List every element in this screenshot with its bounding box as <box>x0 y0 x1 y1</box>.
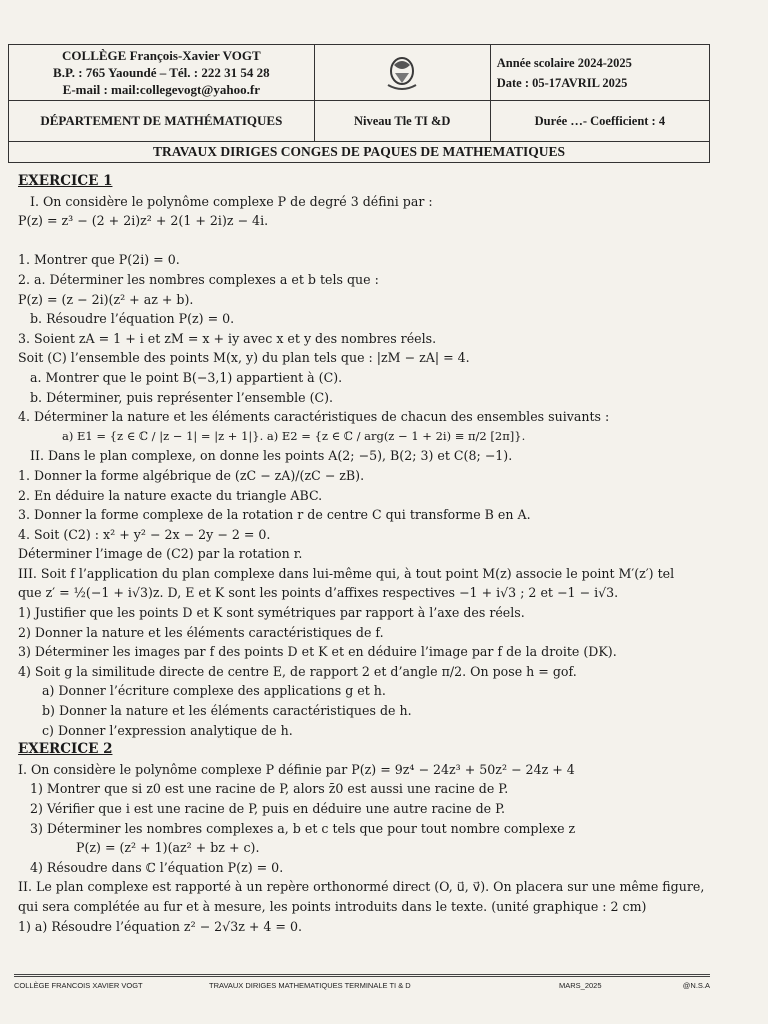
blank-line <box>18 231 708 251</box>
school-email: E-mail : mail:collegevogt@yahoo.fr <box>62 82 260 97</box>
question-line: 3) Déterminer les nombres complexes a, b et c tels que pour tout nombre complexe z <box>30 820 576 836</box>
question-line: 1) Justifier que les points D et K sont symétriques par rapport à l’axe des réels. <box>18 605 525 621</box>
school-year: Année scolaire 2024-2025 <box>496 55 632 70</box>
school-block <box>9 45 315 101</box>
question-line: II. Le plan complexe est rapporté à un repère orthonormé direct (O, u⃗, v⃗). On placera sur une même figure, <box>18 879 705 895</box>
question-line: b. Résoudre l’équation P(z) = 0. <box>30 311 235 327</box>
question-line: 4. Déterminer la nature et les éléments caractéristiques de chacun des ensembles suivants : <box>18 409 610 425</box>
crest-icon <box>380 53 424 93</box>
school-name: COLLÈGE François-Xavier VOGT <box>62 48 261 63</box>
formula-line: P(z) = (z² + 1)(az² + bz + c). <box>76 840 260 856</box>
question-line: 2) Vérifier que i est une racine de P, puis en déduire une autre racine de P. <box>30 801 506 816</box>
question-line: I. On considère le polynôme complexe P définie par P(z) = 9z⁴ − 24z³ + 50z² − 24z + 4 <box>18 761 575 777</box>
question-line: Déterminer l’image de (C2) par la rotation r. <box>18 546 303 562</box>
part-heading: II. Dans le plan complexe, on donne les points A(2; −5), B(2; 3) et C(8; −1). <box>30 448 513 464</box>
question-line: 1) a) Résoudre l’équation z² − 2√3z + 4 = 0. <box>18 918 303 934</box>
question-line: c) Donner l’expression analytique de h. <box>42 722 293 738</box>
document-title: TRAVAUX DIRIGES CONGES DE PAQUES DE MATHEMATIQUES <box>9 142 710 163</box>
question-line: Soit (C) l’ensemble des points M(x, y) du plan tels que : |zM − zA| = 4. <box>18 350 470 366</box>
question-line: 1. Montrer que P(2i) = 0. <box>18 252 180 268</box>
footer-date: MARS_2025 <box>559 981 602 990</box>
exam-date: Date : 05-17AVRIL 2025 <box>496 75 628 90</box>
duration: Durée …- Coefficient : 4 <box>490 101 709 142</box>
school-address: B.P. : 765 Yaoundé – Tél. : 222 31 54 28 <box>53 65 270 80</box>
formula-line: P(z) = (z − 2i)(z² + az + b). <box>18 291 194 307</box>
question-line: a. Montrer que le point B(−3,1) appartient à (C). <box>30 369 343 385</box>
footer-school: COLLÈGE FRANCOIS XAVIER VOGT <box>14 981 143 990</box>
formula-line: a) E1 = {z ∈ ℂ / |z − 1| = |z + 1|}. a) E2 = {z ∈ ℂ / arg(z − 1 + 2i) ≡ π/2 [2π]}. <box>62 428 526 443</box>
year-block <box>490 45 709 101</box>
question-line: 2. En déduire la nature exacte du triangle ABC. <box>18 487 323 503</box>
question-line: 3. Soient zA = 1 + i et zM = x + iy avec x et y des nombres réels. <box>18 330 437 346</box>
question-line: 3. Donner la forme complexe de la rotation r de centre C qui transforme B en A. <box>18 507 531 523</box>
part-heading: I. On considère le polynôme complexe P de degré 3 défini par : <box>30 193 433 209</box>
exercise-heading: EXERCICE 2 <box>18 741 113 758</box>
question-line: qui sera complétée au fur et à mesure, les points introduits dans le texte. (unité graphique : 2 cm) <box>18 898 647 914</box>
question-line: 2. a. Déterminer les nombres complexes a et b tels que : <box>18 271 379 287</box>
question-line: 4) Soit g la similitude directe de centre E, de rapport 2 et d’angle π/2. On pose h = gof. <box>18 663 577 679</box>
school-logo <box>314 45 490 101</box>
part-heading: III. Soit f l’application du plan complexe dans lui-même qui, à tout point M(z) associe le point M′(z′) tel <box>18 565 675 581</box>
footer-author: @N.S.A <box>682 981 710 990</box>
question-line: 3) Déterminer les images par f des points D et K et en déduire l’image par f de la droite (DK). <box>18 644 617 660</box>
question-line: b. Déterminer, puis représenter l’ensemble (C). <box>30 389 334 405</box>
question-line: 1. Donner la forme algébrique de (zC − zA)/(zC − zB). <box>18 467 365 483</box>
formula-line: P(z) = z³ − (2 + 2i)z² + 2(1 + 2i)z − 4i. <box>18 213 269 229</box>
question-line: a) Donner l’écriture complexe des applications g et h. <box>42 683 386 699</box>
question-line: 4. Soit (C2) : x² + y² − 2x − 2y − 2 = 0. <box>18 526 271 542</box>
question-line: 4) Résoudre dans ℂ l’équation P(z) = 0. <box>30 859 284 875</box>
question-line: b) Donner la nature et les éléments caractéristiques de h. <box>42 703 412 719</box>
department: DÉPARTEMENT DE MATHÉMATIQUES <box>9 101 315 142</box>
level: Niveau Tle TI &D <box>314 101 490 142</box>
exercise-body <box>18 172 708 936</box>
footer-document: TRAVAUX DIRIGES MATHEMATIQUES TERMINALE TI & D <box>209 981 411 990</box>
question-line: 2) Donner la nature et les éléments caractéristiques de f. <box>18 624 384 640</box>
header-table <box>8 44 710 163</box>
page-footer <box>14 974 710 990</box>
question-line: que z′ = ½(−1 + i√3)z. D, E et K sont les points d’affixes respectives −1 + i√3 ; 2 et −1 − i√3. <box>18 585 619 601</box>
exercise-heading: EXERCICE 1 <box>18 173 113 189</box>
question-line: 1) Montrer que si z0 est une racine de P, alors z̄0 est aussi une racine de P. <box>30 781 509 797</box>
